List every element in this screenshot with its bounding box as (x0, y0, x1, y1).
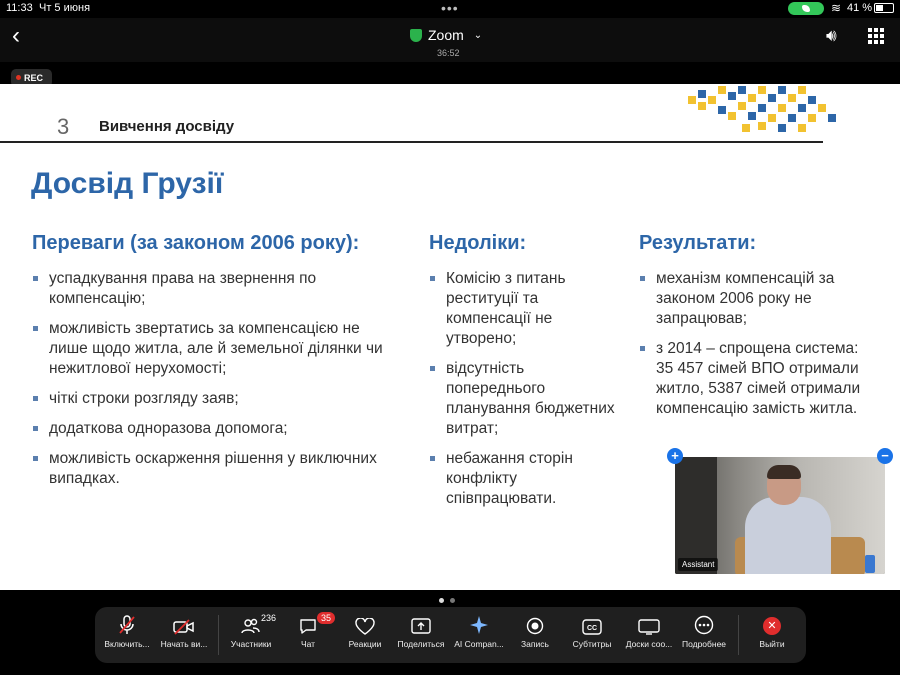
captions-icon (565, 607, 619, 637)
slide-title: Досвід Грузії (31, 167, 224, 200)
status-bar (0, 0, 900, 18)
list-item: можливість звертатись за компенсацією не лише щодо житла, але й земельної ділянки чи нежитлової нерухомості; (32, 319, 402, 379)
mic-muted-icon (101, 607, 153, 637)
whiteboards-button[interactable]: Доски соо... (621, 607, 677, 663)
participant-name: Assistant (678, 558, 718, 571)
video-off-icon (157, 607, 211, 637)
reactions-button[interactable]: Реакции (339, 607, 391, 663)
record-icon (511, 607, 559, 637)
list-item: з 2014 – спрощена система: 35 457 сімей ВПО отримали житло, 5387 сімей отримали компенсацію замість житла. (639, 339, 869, 419)
share-button[interactable]: Поделиться (393, 607, 449, 663)
gallery-view-icon[interactable] (868, 28, 884, 44)
speaker-icon[interactable]: 🔊︎ (826, 26, 837, 45)
meeting-duration: 36:52 (437, 48, 460, 58)
chat-button[interactable]: Чат (285, 607, 331, 663)
chat-badge: 35 (317, 612, 335, 624)
header-divider (0, 141, 823, 143)
clock: 11:33 (6, 2, 33, 14)
slide-number: 3 (57, 114, 70, 139)
page-indicator[interactable] (439, 590, 461, 608)
list-item: механізм компенсацій за законом 2006 року не запрацював; (639, 269, 869, 329)
page-dot[interactable] (450, 598, 455, 603)
ukrainian-pattern-icon (684, 84, 840, 142)
video-button[interactable]: Начать ви... (157, 607, 211, 663)
meeting-header (0, 18, 900, 62)
meeting-title[interactable] (410, 27, 482, 43)
leave-button[interactable]: ✕ Выйти (747, 607, 797, 663)
mic-button[interactable]: Включить... (101, 607, 153, 663)
list-item: чіткі строки розгляду заяв; (32, 389, 402, 409)
battery-icon (874, 3, 894, 13)
column-results (639, 232, 869, 429)
captions-button[interactable]: CC Субтитры (565, 607, 619, 663)
multitask-dots-icon[interactable]: ••• (441, 0, 459, 16)
chevron-down-icon: ⌄ (473, 29, 483, 41)
list-item: успадкування права на звернення по компенсацію; (32, 269, 402, 309)
column-heading: Недоліки: (429, 232, 527, 254)
share-screen-icon (393, 607, 449, 637)
list-item: Комісію з питань реституції та компенсації не утворено; (429, 269, 619, 349)
leave-x-icon: ✕ (763, 617, 781, 635)
list-item: небажання сторін конфлікту співпрацювати. (429, 449, 619, 509)
sparkle-icon (451, 607, 507, 637)
list-item: додаткова одноразова допомога; (32, 419, 402, 439)
column-heading: Переваги (за законом 2006 року): (32, 232, 360, 254)
more-dots-icon (677, 607, 731, 637)
list-item: можливість оскарження рішення у виключних випадках. (32, 449, 402, 489)
participant-video[interactable] (675, 457, 885, 574)
participants-button[interactable]: Участники (225, 607, 277, 663)
column-heading: Результати: (639, 232, 757, 254)
active-call-icon[interactable] (788, 2, 824, 15)
expand-video-icon[interactable]: + (667, 448, 683, 464)
record-button[interactable]: Запись (511, 607, 559, 663)
wifi-icon: ≋ (831, 1, 842, 15)
minimize-video-icon[interactable]: − (877, 448, 893, 464)
column-advantages (32, 232, 402, 499)
app-title: Zoom (428, 27, 464, 43)
participants-count: 236 (261, 613, 277, 623)
shield-check-icon (410, 29, 422, 42)
date: Чт 5 июня (39, 2, 91, 14)
more-button[interactable]: Подробнее (677, 607, 731, 663)
heart-icon (339, 607, 391, 637)
page-dot[interactable] (439, 598, 444, 603)
back-chevron-icon[interactable]: ‹ (12, 22, 20, 49)
meeting-toolbar (95, 607, 806, 663)
slide-section: Вивчення досвіду (99, 118, 235, 135)
recording-badge[interactable]: REC (11, 69, 52, 87)
column-disadvantages (429, 232, 619, 519)
ai-companion-button[interactable]: AI Compan... (451, 607, 507, 663)
battery-percent: 41 % (847, 2, 873, 14)
svg-text:CC: CC (586, 625, 598, 632)
whiteboard-icon (621, 607, 677, 637)
list-item: відсутність попереднього планування бюджетних витрат; (429, 359, 619, 439)
